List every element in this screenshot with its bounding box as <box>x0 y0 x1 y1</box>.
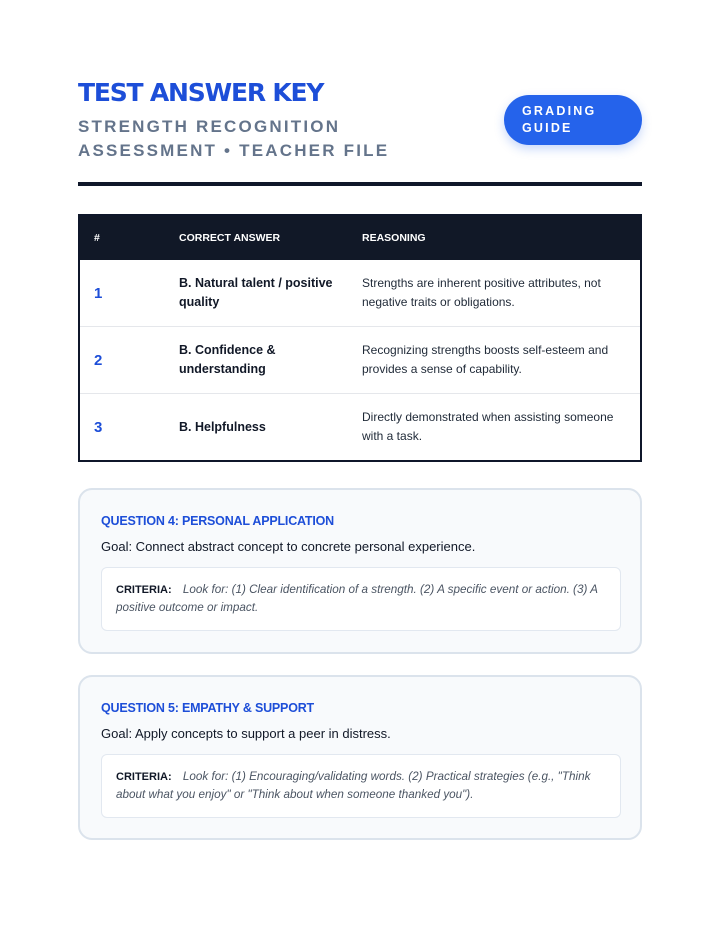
question-goal: Goal: Connect abstract concept to concrete personal experience. <box>101 539 476 554</box>
row-number: 2 <box>79 327 179 394</box>
row-answer: B. Natural talent / positive quality <box>179 276 333 309</box>
criteria-label: CRITERIA: <box>116 584 172 596</box>
row-answer: B. Helpfulness <box>179 394 362 462</box>
question-title: QUESTION 5: EMPATHY & SUPPORT <box>101 701 314 715</box>
page-subtitle: STRENGTH RECOGNITION ASSESSMENT • TEACHER FILE <box>78 117 390 160</box>
table-row <box>79 260 641 327</box>
question-title: QUESTION 4: PERSONAL APPLICATION <box>101 514 334 528</box>
column-header-reasoning: REASONING <box>362 215 641 260</box>
criteria-box <box>101 567 621 631</box>
criteria-box <box>101 754 621 818</box>
question-goal: Goal: Apply concepts to support a peer in distress. <box>101 726 391 741</box>
question-card-5 <box>78 675 642 840</box>
row-reasoning: Strengths are inherent positive attributes, not negative traits or obligations. <box>362 276 601 309</box>
row-answer: B. Confidence & understanding <box>179 327 362 394</box>
header-divider <box>78 182 642 186</box>
answer-key-table <box>78 214 642 462</box>
table-row <box>79 327 641 394</box>
criteria-label: CRITERIA: <box>116 771 172 783</box>
page-title: TEST ANSWER KEY <box>78 78 324 107</box>
row-reasoning: Directly demonstrated when assisting someone with a task. <box>362 394 641 462</box>
page-header <box>78 78 642 188</box>
row-number: 3 <box>79 394 179 462</box>
column-header-correct-answer: CORRECT ANSWER <box>179 215 362 260</box>
row-number: 1 <box>94 284 103 302</box>
criteria-text: Look for: (1) Clear identification of a strength. (2) A specific event or action. (3) A positive outcome or impact. <box>116 583 598 614</box>
table-header-row <box>79 215 641 260</box>
grading-guide-badge: GRADING GUIDE <box>504 95 642 145</box>
column-header-number: # <box>79 215 179 260</box>
row-reasoning: Recognizing strengths boosts self-esteem and provides a sense of capability. <box>362 327 641 394</box>
table-row <box>79 394 641 462</box>
question-card-4 <box>78 488 642 654</box>
criteria-text: Look for: (1) Encouraging/validating words. (2) Practical strategies (e.g., "Think about what you enjoy" or "Think about when someone thanked you"). <box>116 770 591 801</box>
